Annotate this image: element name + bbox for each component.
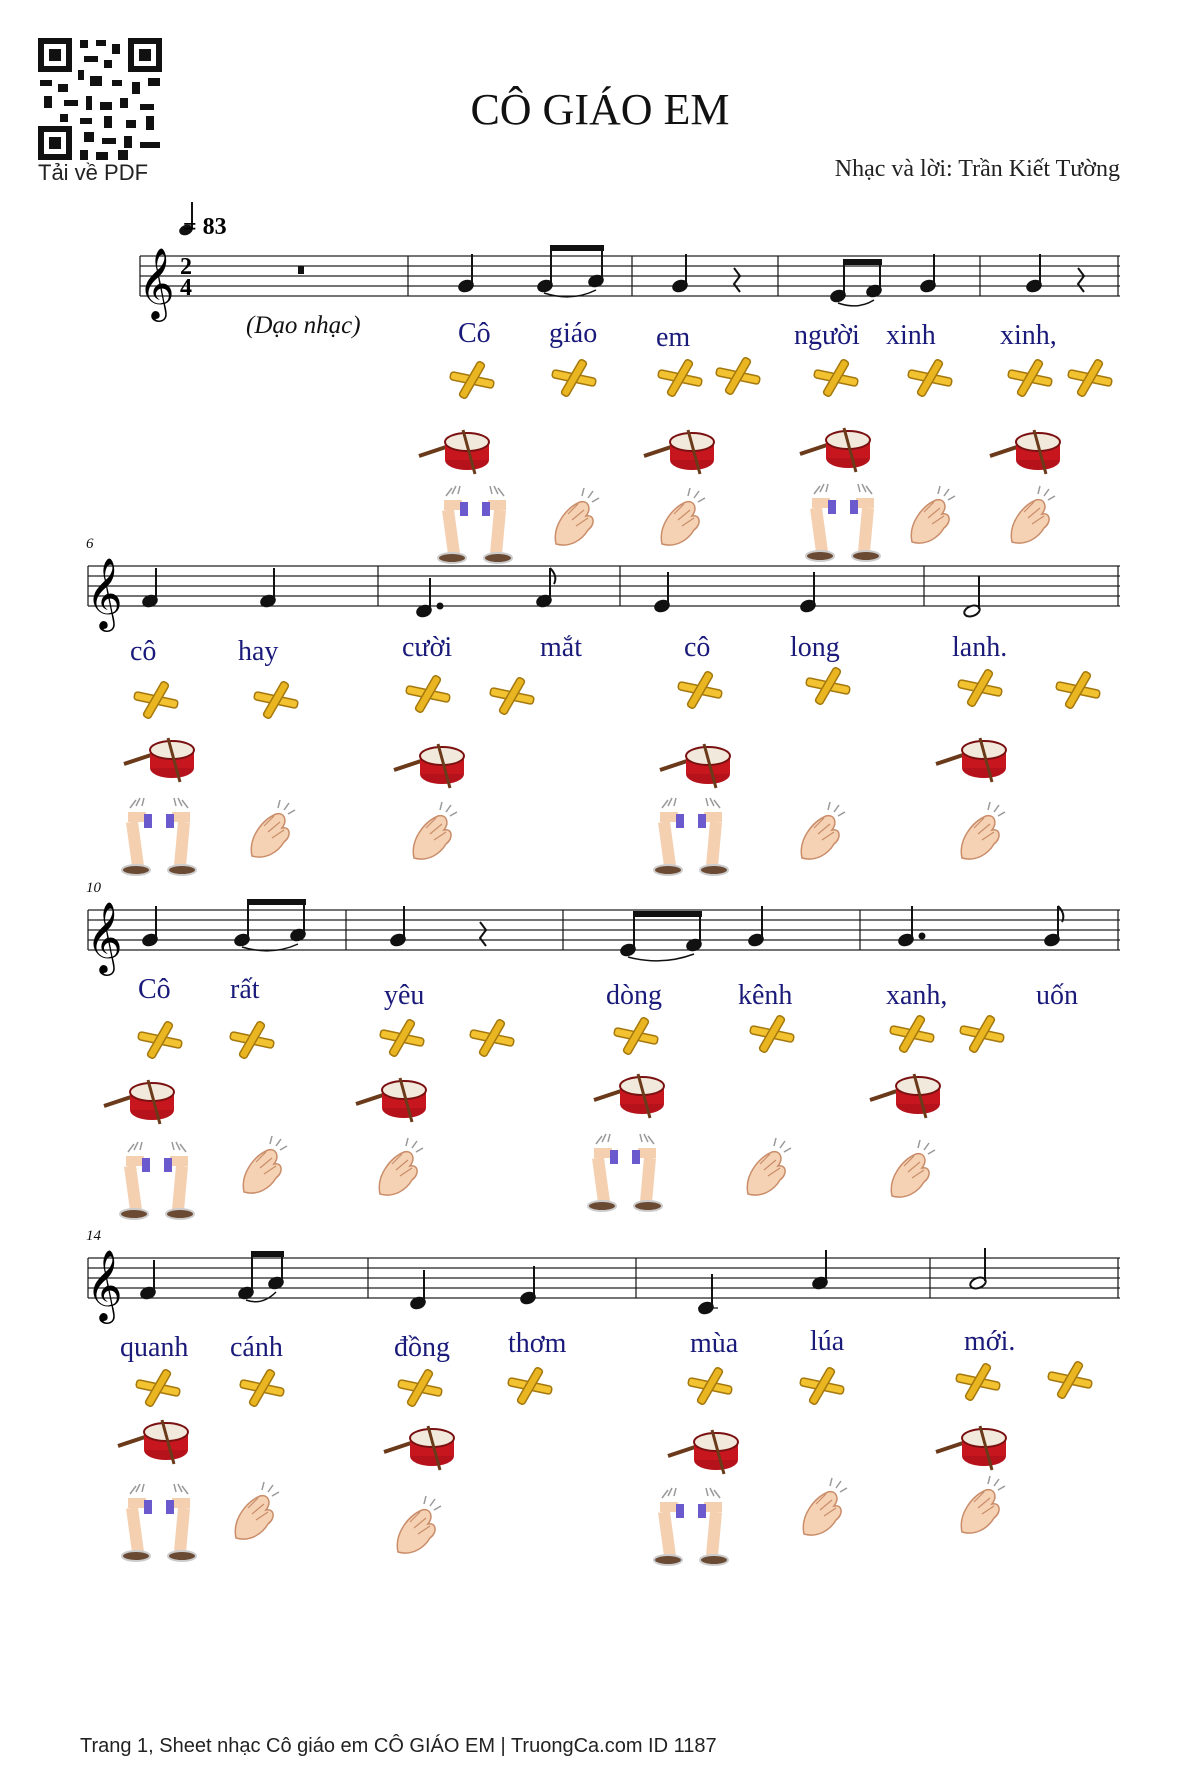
lyric-word: Cô	[138, 974, 171, 1005]
clapping-hands-icon	[555, 486, 1055, 545]
page-title: CÔ GIÁO EM	[470, 85, 730, 134]
lyric-word: yêu	[384, 980, 425, 1011]
lyric-word: em	[656, 322, 691, 353]
download-pdf-link[interactable]: Tải về PDF	[38, 160, 149, 185]
time-sig-bottom: 4	[180, 275, 192, 301]
lyric-word: đồng	[394, 1332, 450, 1363]
tempo-marking: = 83	[183, 214, 227, 240]
lyric-word: cô	[130, 636, 157, 667]
measure-number: 10	[86, 880, 101, 896]
lyric-word: rất	[230, 974, 260, 1005]
staff-line-1	[140, 256, 1120, 296]
page-footer: Trang 1, Sheet nhạc Cô giáo em CÔ GIÁO EM | TruongCa.com ID 1187	[80, 1735, 717, 1757]
rhythm-sticks-icon	[136, 1361, 1093, 1408]
rhythm-sticks-icon	[138, 1015, 1005, 1060]
lyric-word: lúa	[810, 1326, 845, 1357]
measure-number: 6	[86, 536, 94, 552]
lyric-word: thơm	[508, 1328, 567, 1359]
lyric-word: người	[794, 320, 860, 351]
clapping-hands-icon	[251, 800, 1005, 859]
measure-number: 14	[86, 1228, 101, 1244]
composer-credit: Nhạc và lời: Trần Kiết Tường	[834, 156, 1120, 182]
lyric-word: giáo	[549, 318, 598, 349]
lyric-word: cánh	[230, 1332, 283, 1363]
lyric-word: cười	[402, 632, 453, 663]
lyric-word: long	[790, 632, 840, 663]
treble-clef-icon: 𝄞	[86, 900, 123, 973]
drum-icon	[419, 428, 1060, 474]
treble-clef-icon: 𝄞	[138, 246, 175, 319]
rhythm-sticks-icon	[134, 667, 1101, 720]
lyric-word: xinh	[886, 320, 936, 351]
intro-label: (Dạo nhạc)	[246, 312, 361, 339]
rhythm-sticks-icon	[450, 357, 1113, 400]
drum-icon	[104, 1074, 940, 1124]
lyric-word: xanh,	[886, 980, 948, 1011]
drum-icon	[124, 738, 1006, 788]
drum-icon	[118, 1420, 1006, 1474]
staff-line-2	[88, 566, 1120, 606]
whole-rest	[298, 266, 304, 274]
lyric-word: mùa	[690, 1328, 739, 1359]
clapping-hands-icon	[235, 1476, 1005, 1553]
lyric-word: quanh	[120, 1332, 189, 1363]
clapping-hands-icon	[243, 1136, 935, 1197]
time-sig-top: 2	[180, 254, 192, 280]
lyric-word: lanh.	[952, 632, 1008, 663]
lyric-word: dòng	[606, 980, 662, 1011]
treble-clef-icon: 𝄞	[86, 556, 123, 629]
treble-clef-icon: 𝄞	[86, 1248, 123, 1321]
lyric-word: kênh	[738, 980, 793, 1011]
lyric-word: uốn	[1036, 980, 1078, 1011]
lyric-word: cô	[684, 632, 711, 663]
cymbals-icon	[438, 484, 880, 563]
lyric-word: mới.	[964, 1326, 1016, 1357]
lyric-word: xinh,	[1000, 320, 1057, 351]
lyric-word: Cô	[458, 318, 491, 349]
lyric-word: mắt	[540, 632, 582, 663]
lyric-word: hay	[238, 636, 279, 667]
